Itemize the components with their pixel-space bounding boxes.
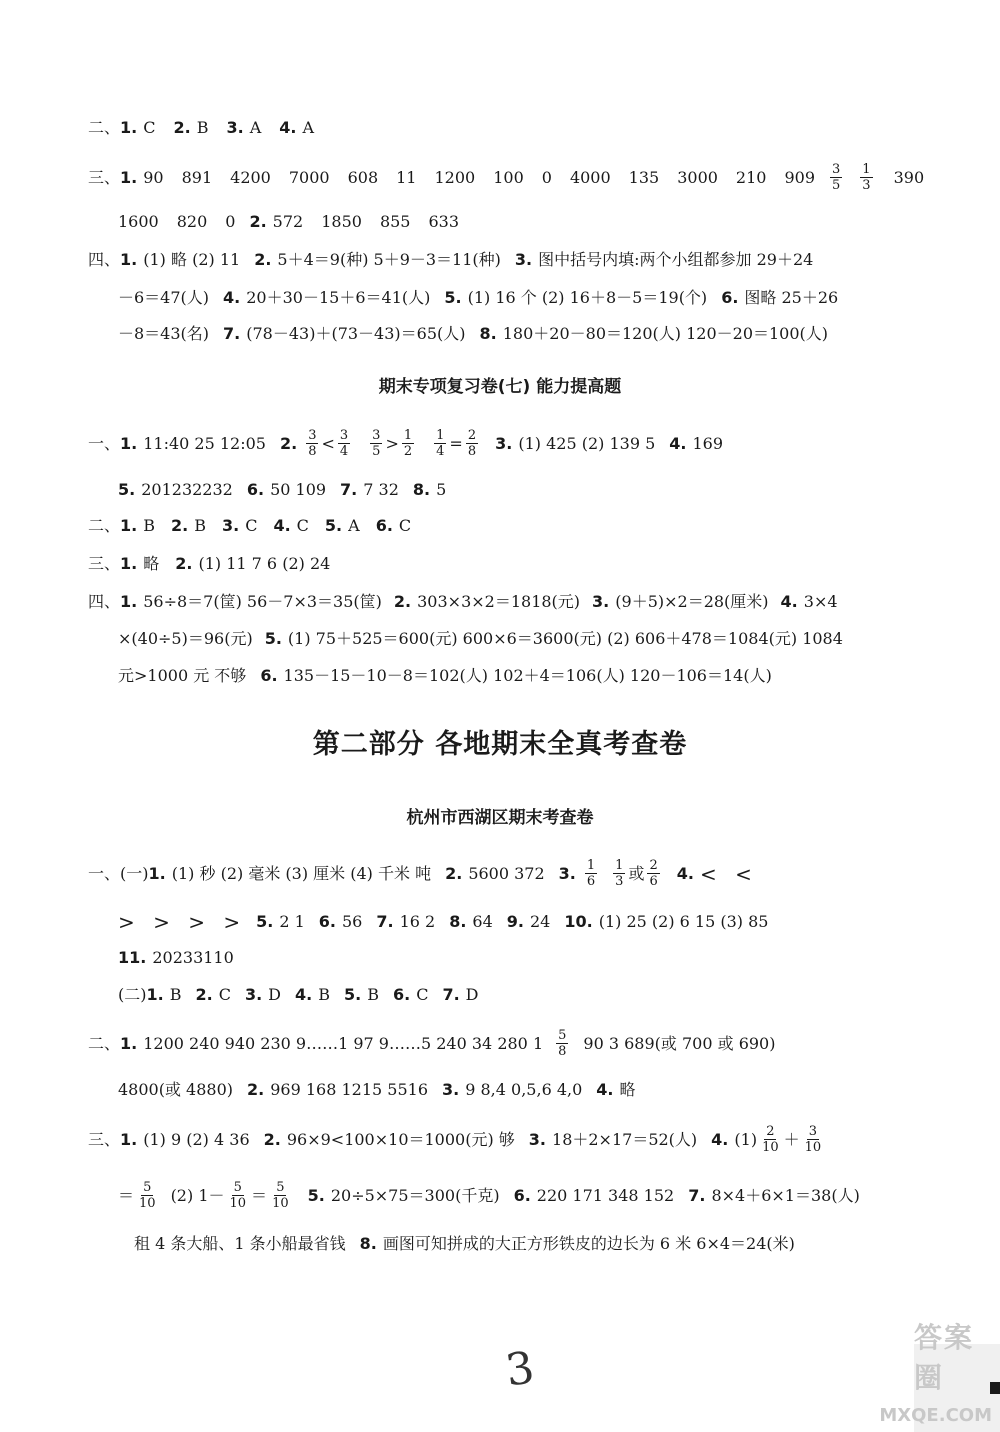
item-number: 1. bbox=[120, 1129, 138, 1149]
answer: 3×4 bbox=[803, 592, 838, 611]
fraction bbox=[556, 1028, 568, 1059]
fraction bbox=[613, 858, 625, 889]
item-number: 2. bbox=[171, 516, 189, 535]
fraction bbox=[137, 1180, 158, 1211]
answer: 180＋20－80＝120(人) 120－20＝100(人) bbox=[502, 324, 829, 343]
denominator: 10 bbox=[139, 1196, 156, 1211]
item-number: 9. bbox=[506, 912, 524, 931]
answer-line-s7-2 bbox=[118, 476, 446, 504]
operator: ＋ bbox=[783, 1129, 800, 1149]
item-number: 4. bbox=[223, 288, 241, 307]
answer-line-hz-2 bbox=[118, 908, 768, 936]
numerator: 3 bbox=[832, 162, 841, 177]
answer: 633 bbox=[428, 212, 460, 231]
section-label: 二、 bbox=[88, 516, 121, 535]
item-number: 2. bbox=[173, 118, 191, 137]
item-number: 4. bbox=[676, 863, 694, 883]
conjunction: 或 bbox=[628, 863, 645, 883]
answer: 5 bbox=[436, 480, 447, 499]
answer-line-s7-4 bbox=[88, 550, 330, 578]
answer: 969 168 1215 5516 bbox=[270, 1080, 429, 1099]
section-label: 三、 bbox=[88, 554, 121, 573]
fraction bbox=[270, 1180, 291, 1211]
fraction bbox=[760, 1124, 781, 1155]
item-number: 2. bbox=[249, 212, 267, 231]
item-number: 1. bbox=[120, 554, 138, 573]
item-number: 2. bbox=[175, 554, 193, 573]
answer: C bbox=[296, 516, 309, 535]
fraction bbox=[466, 428, 478, 459]
denominator: 8 bbox=[467, 444, 477, 459]
numerator: 1 bbox=[436, 428, 445, 443]
answer: B bbox=[143, 516, 155, 535]
item-number: 4. bbox=[596, 1080, 614, 1099]
answer: 135－15－10－8＝102(人) 102＋4＝106(人) 120－106＝14(人) bbox=[283, 666, 772, 685]
answer: 图略 25＋26 bbox=[744, 288, 839, 307]
denominator: 10 bbox=[272, 1196, 289, 1211]
answer: 5＋4＝9(种) 5＋9－3＝11(种) bbox=[277, 250, 501, 269]
item-number: 1. bbox=[146, 985, 164, 1004]
answer: D bbox=[465, 985, 479, 1004]
denominator: 6 bbox=[649, 874, 658, 889]
item-number: 6. bbox=[375, 516, 393, 535]
answer: 2 1 bbox=[279, 912, 305, 931]
watermark-text: 答案圈 bbox=[914, 1321, 975, 1394]
item-number: 1. bbox=[148, 863, 166, 883]
answer: (78－43)＋(73－43)＝65(人) bbox=[246, 324, 466, 343]
item-number: 4. bbox=[669, 433, 687, 453]
answer: B bbox=[196, 118, 209, 137]
answer: (1) 16 个 (2) 16＋8－5＝19(个) bbox=[467, 288, 708, 307]
answer: 56 bbox=[342, 912, 363, 931]
answer: (1) 11 7 6 (2) 24 bbox=[198, 554, 331, 573]
answer: 1200 bbox=[434, 167, 476, 187]
item-number: 2. bbox=[445, 863, 463, 883]
numerator: 2 bbox=[766, 1124, 775, 1139]
numerator: 1 bbox=[862, 162, 871, 177]
answer: (1) 75＋525＝600(元) 600×6＝3600(元) (2) 606＋478＝1084(元) 1084 bbox=[287, 629, 843, 648]
answer-line-s7-6 bbox=[118, 625, 843, 653]
fraction bbox=[860, 162, 872, 193]
answer: D bbox=[268, 985, 281, 1004]
answer: 租 4 条大船、1 条小船最省钱 bbox=[134, 1234, 346, 1253]
fraction bbox=[402, 428, 414, 459]
answer: 50 109 bbox=[270, 480, 327, 499]
numerator: 3 bbox=[308, 428, 317, 443]
part-title: 第二部分 各地期末全真考查卷 bbox=[312, 729, 688, 760]
answer: 11 bbox=[396, 167, 417, 187]
answer: 64 bbox=[472, 912, 493, 931]
answer: 画图可知拼成的大正方形铁皮的边长为 6 米 6×4＝24(米) bbox=[382, 1234, 795, 1253]
item-number: 7. bbox=[376, 912, 394, 931]
answer: 0 bbox=[541, 167, 552, 187]
numerator: 3 bbox=[339, 428, 349, 443]
item-number: 2. bbox=[393, 592, 412, 611]
item-number: 11. bbox=[118, 948, 147, 967]
fraction bbox=[338, 428, 350, 459]
denominator: 10 bbox=[804, 1140, 822, 1155]
answer-line-s7-5 bbox=[88, 588, 838, 616]
fraction bbox=[803, 1124, 824, 1155]
item-number: 1. bbox=[120, 592, 138, 611]
section-label: 三、 bbox=[88, 1129, 121, 1149]
answer: 201232232 bbox=[141, 480, 233, 499]
numerator: 3 bbox=[808, 1124, 818, 1139]
item-number: 7. bbox=[340, 480, 358, 499]
answer: 90 3 689(或 700 或 690) bbox=[583, 1033, 776, 1053]
answer: < < bbox=[699, 861, 758, 886]
item-number: 10. bbox=[564, 912, 593, 931]
answer-line-hz-9 bbox=[134, 1230, 795, 1258]
answer: 303×3×2＝1818(元) bbox=[417, 592, 581, 611]
item-number: 1. bbox=[120, 1033, 138, 1053]
item-number: 7. bbox=[223, 324, 241, 343]
item-number: 5. bbox=[307, 1185, 325, 1205]
numerator: 1 bbox=[615, 858, 624, 873]
operator: ＝ bbox=[118, 1185, 135, 1205]
answer-line-s7-1 bbox=[88, 428, 723, 459]
item-number: 5. bbox=[118, 480, 136, 499]
watermark-logo bbox=[879, 1321, 1000, 1432]
item-number: 8. bbox=[359, 1234, 377, 1253]
section-label: 二、 bbox=[88, 118, 121, 137]
item-number: 6. bbox=[513, 1185, 531, 1205]
answer: 220 171 348 152 bbox=[536, 1185, 675, 1205]
item-number: 1. bbox=[120, 118, 138, 137]
answer: (1) 9 (2) 4 36 bbox=[143, 1129, 250, 1149]
item-number: 2. bbox=[247, 1080, 265, 1099]
answer-line-hz-6 bbox=[118, 1076, 636, 1104]
answer: 572 bbox=[272, 212, 304, 231]
section-label: 四、 bbox=[88, 250, 121, 269]
answer: 1850 bbox=[321, 212, 362, 231]
numerator: 5 bbox=[276, 1180, 285, 1195]
page-corner-mark bbox=[990, 1382, 1000, 1394]
answer: 390 bbox=[893, 167, 925, 187]
item-number: 2. bbox=[195, 985, 213, 1004]
answer: (1) 秒 (2) 毫米 (3) 厘米 (4) 千米 吨 bbox=[171, 863, 432, 883]
exam-title: 杭州市西湖区期末考查卷 bbox=[406, 808, 594, 828]
answer: ×(40÷5)＝96(元) bbox=[118, 629, 253, 648]
answer-line-hz-4 bbox=[118, 981, 478, 1009]
answer-line-hz-3 bbox=[118, 944, 234, 972]
item-number: 1. bbox=[120, 167, 138, 187]
item-number: 6. bbox=[721, 288, 739, 307]
answer: 3000 bbox=[677, 167, 718, 187]
answer: 56÷8＝7(筐) 56－7×3＝35(筐) bbox=[143, 592, 382, 611]
answer: 169 bbox=[692, 433, 724, 453]
section-label: 四、 bbox=[88, 592, 121, 611]
denominator: 8 bbox=[558, 1044, 567, 1059]
numerator: 5 bbox=[143, 1180, 152, 1195]
item-number: 3. bbox=[514, 250, 533, 269]
answer: 24 bbox=[530, 912, 551, 931]
answer: B bbox=[318, 985, 330, 1004]
numerator: 5 bbox=[233, 1180, 242, 1195]
answer-line-s7-3 bbox=[88, 512, 411, 540]
item-number: 5. bbox=[324, 516, 343, 535]
item-number: 6. bbox=[392, 985, 411, 1004]
item-number: 1. bbox=[120, 250, 138, 269]
answer: 891 bbox=[181, 167, 213, 187]
item-number: 7. bbox=[442, 985, 460, 1004]
numerator: 2 bbox=[649, 858, 658, 873]
answer-line-hz-7 bbox=[88, 1124, 826, 1155]
item-number: 5. bbox=[343, 985, 362, 1004]
answer: 4200 bbox=[230, 167, 271, 187]
answer: B bbox=[367, 985, 379, 1004]
answer: 909 bbox=[784, 167, 816, 187]
sub-label: (一) bbox=[120, 863, 149, 883]
answer: 100 bbox=[493, 167, 524, 187]
item-number: 3. bbox=[442, 1080, 460, 1099]
answer-line-sec4-1 bbox=[88, 246, 813, 274]
answer: －6＝47(人) bbox=[118, 288, 210, 307]
answer: 元>1000 元 不够 bbox=[118, 666, 247, 685]
item-number: 1. bbox=[120, 516, 138, 535]
answer: C bbox=[143, 118, 156, 137]
answer: (1) bbox=[734, 1129, 758, 1149]
numerator: 1 bbox=[586, 858, 596, 873]
section-label: 一、 bbox=[88, 863, 121, 883]
answer: 135 bbox=[628, 167, 660, 187]
answer: 5600 372 bbox=[468, 863, 545, 883]
answer: A bbox=[249, 118, 262, 137]
answer-line-sec3-2 bbox=[118, 208, 459, 236]
denominator: 8 bbox=[308, 444, 317, 459]
fraction bbox=[647, 858, 659, 889]
answer: (9＋5)×2＝28(厘米) bbox=[615, 592, 769, 611]
answer: 1200 240 940 230 9……1 97 9……5 240 34 280 1 bbox=[143, 1033, 544, 1053]
fraction bbox=[228, 1180, 249, 1211]
numerator: 1 bbox=[403, 428, 413, 443]
denominator: 3 bbox=[615, 874, 624, 889]
item-number: 3. bbox=[592, 592, 610, 611]
item-number: 3. bbox=[528, 1129, 547, 1149]
operator: < bbox=[321, 433, 335, 453]
answer: 7 32 bbox=[363, 480, 399, 499]
item-number: 6. bbox=[246, 480, 265, 499]
answer: 90 bbox=[143, 167, 164, 187]
section-label: 三、 bbox=[88, 167, 121, 187]
answer-line-sec3-1 bbox=[88, 162, 924, 193]
item-number: 6. bbox=[260, 666, 278, 685]
section-label: 二、 bbox=[88, 1033, 121, 1053]
answer: (2) 1－ bbox=[170, 1185, 225, 1205]
item-number: 2. bbox=[263, 1129, 281, 1149]
answer: 图中括号内填:两个小组都参加 29＋24 bbox=[538, 250, 814, 269]
answer: 20233110 bbox=[152, 948, 234, 967]
answer: C bbox=[416, 985, 429, 1004]
item-number: 3. bbox=[221, 516, 240, 535]
answer: 16 2 bbox=[399, 912, 436, 931]
item-number: 4. bbox=[273, 516, 291, 535]
answer: > > > > bbox=[118, 910, 247, 934]
fraction bbox=[830, 162, 842, 193]
answer: (1) 25 (2) 6 15 (3) 85 bbox=[598, 912, 769, 931]
answer: C bbox=[398, 516, 412, 535]
answer: 4800(或 4880) bbox=[118, 1080, 234, 1099]
item-number: 3. bbox=[226, 118, 244, 137]
answer: 20÷5×75＝300(千克) bbox=[330, 1185, 500, 1205]
item-number: 3. bbox=[244, 985, 263, 1004]
item-number: 5. bbox=[264, 629, 282, 648]
fraction bbox=[585, 858, 597, 889]
answer: 7000 bbox=[288, 167, 330, 187]
answer: 96×9<100×10＝1000(元) 够 bbox=[286, 1129, 515, 1149]
numerator: 5 bbox=[558, 1028, 567, 1043]
item-number: 4. bbox=[295, 985, 313, 1004]
answer: B bbox=[169, 985, 182, 1004]
fraction bbox=[434, 428, 446, 459]
answer: (1) 425 (2) 139 5 bbox=[518, 433, 656, 453]
section-label: 一、 bbox=[88, 433, 121, 453]
answer: 略 bbox=[619, 1080, 636, 1099]
answer-line-s7-7 bbox=[118, 662, 772, 690]
denominator: 10 bbox=[762, 1140, 779, 1155]
answer: 855 bbox=[379, 212, 411, 231]
denominator: 4 bbox=[339, 444, 349, 459]
answer-line-sec4-2 bbox=[118, 284, 838, 312]
answer: 18＋2×17＝52(人) bbox=[552, 1129, 698, 1149]
numerator: 3 bbox=[372, 428, 381, 443]
item-number: 3. bbox=[495, 433, 513, 453]
answer: 1600 bbox=[118, 212, 159, 231]
answer: (1) 略 (2) 11 bbox=[143, 250, 241, 269]
answer: A bbox=[302, 118, 315, 137]
item-number: 7. bbox=[688, 1185, 706, 1205]
item-number: 8. bbox=[449, 912, 467, 931]
section-heading: 期末专项复习卷(七) 能力提高题 bbox=[378, 377, 622, 397]
answer: 8×4＋6×1＝38(人) bbox=[711, 1185, 860, 1205]
answer: 820 bbox=[176, 212, 208, 231]
item-number: 2. bbox=[254, 250, 272, 269]
answer: 608 bbox=[347, 167, 379, 187]
item-number: 5. bbox=[444, 288, 462, 307]
answer: 11:40 25 12:05 bbox=[143, 433, 266, 453]
answer-line-hz-1 bbox=[88, 858, 758, 889]
item-number: 4. bbox=[711, 1129, 729, 1149]
watermark-url: MXQE.COM bbox=[879, 1405, 992, 1426]
fraction bbox=[370, 428, 382, 459]
operator: ＝ bbox=[251, 1185, 268, 1205]
item-number: 3. bbox=[558, 863, 576, 883]
denominator: 5 bbox=[372, 444, 381, 459]
answer: C bbox=[245, 516, 258, 535]
operator: = bbox=[449, 433, 463, 453]
item-number: 8. bbox=[479, 324, 497, 343]
denominator: 5 bbox=[832, 178, 841, 193]
denominator: 4 bbox=[436, 444, 445, 459]
answer-line-sec2 bbox=[88, 114, 314, 142]
answer-line-hz-5 bbox=[88, 1028, 775, 1059]
sub-label: (二) bbox=[118, 985, 147, 1004]
answer: B bbox=[194, 516, 206, 535]
denominator: 3 bbox=[862, 178, 871, 193]
answer: 4000 bbox=[569, 167, 611, 187]
operator: > bbox=[385, 433, 399, 453]
answer: 略 bbox=[143, 554, 160, 573]
item-number: 8. bbox=[412, 480, 431, 499]
fraction bbox=[306, 428, 318, 459]
page-number-handwritten: 3 bbox=[502, 1342, 538, 1397]
answer-line-hz-8 bbox=[118, 1180, 860, 1211]
answer: 9 8,4 0,5,6 4,0 bbox=[465, 1080, 583, 1099]
denominator: 6 bbox=[586, 874, 596, 889]
answer-line-sec4-3 bbox=[118, 320, 828, 348]
answer: 0 bbox=[225, 212, 236, 231]
item-number: 6. bbox=[318, 912, 336, 931]
answer: A bbox=[348, 516, 360, 535]
answer: 210 bbox=[735, 167, 767, 187]
denominator: 2 bbox=[403, 444, 413, 459]
answer: 20＋30－15＋6＝41(人) bbox=[246, 288, 431, 307]
numerator: 2 bbox=[467, 428, 477, 443]
item-number: 2. bbox=[279, 433, 298, 453]
item-number: 4. bbox=[780, 592, 798, 611]
denominator: 10 bbox=[229, 1196, 247, 1211]
answer: －8＝43(名) bbox=[118, 324, 210, 343]
item-number: 5. bbox=[256, 912, 274, 931]
item-number: 1. bbox=[120, 433, 138, 453]
answer: C bbox=[218, 985, 231, 1004]
item-number: 4. bbox=[279, 118, 297, 137]
